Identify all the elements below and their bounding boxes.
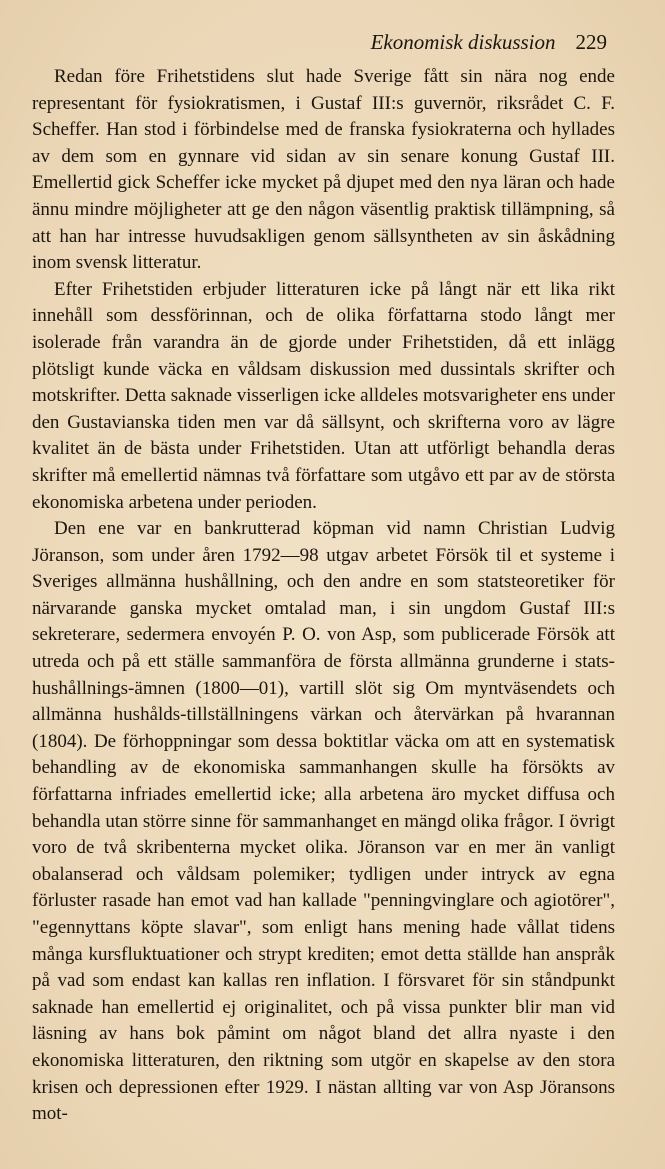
paragraph-1: Redan före Frihetstidens slut hade Sverige fått sin nära nog ende representant för fysiokratismen, i Gustaf III:s guvernör, riksrådet C. F. Scheffer. Han stod i förbindelse med de franska fysiokraterna och hyllades av dem som en gynnare vid sidan av sin senare konung Gustaf III. Emellertid gick Scheffer icke mycket på djupet med den nya läran och hade ännu mindre möjligheter att ge den någon väsentlig praktisk tillämpning, så att han har intresse huvudsakligen genom sällsyntheten av sin åskådning inom svensk litteratur. <box>32 66 615 274</box>
paragraph-2: Efter Frihetstiden erbjuder litteraturen icke på långt när ett lika rikt innehåll som dessförinnan, och de olika författarna stodo långt mer isolerade från varandra än de gjorde under Frihetstiden, då ett inlägg plötsligt kunde väcka en våldsam diskussion med dussintals skrifter och motskrifter. Detta saknade visserligen icke alldeles motsvarigheter ens under den Gustavianska tiden men var då sällsynt, och skrifterna voro av lägre kvalitet än de bästa under Frihetstiden. Utan att utförligt behandla deras skrifter må emellertid nämnas två författare som utgåvo ett par av de största ekonomiska arbetena under perioden. <box>32 278 616 513</box>
paragraph-3: Den ene var en bankrutterad köpman vid namn Christian Ludvig Jöranson, som under åren 1792—98 utgav arbetet Försök til et systeme i Sveriges allmänna hushållning, och den andre en som statsteoretiker för närvarande ganska mycket omtalad man, i sin ungdom Gustaf III:s sekreterare, sedermera envoyén P. O. von Asp, som publicerade Försök att utreda och på ett ställe sammanföra de första allmänna grunderne i stats-hushållnings-ämnen (1800—01), vartill slöt sig Om myntväsendets och allmänna hushålds-tillställningens värkan och återvärkan på hvarannan (1804). De förhoppningar som dessa boktitlar väcka om att en systematisk behandling av de ekonomiska sammanhangen skulle ha försökts av författarna infriades emellertid icke; alla arbetena äro mycket diffusa och behandla utan större sinne för sammanhanget en mängd olika frågor. I övrigt voro de två skribenterna mycket olika. Jöranson var en mer än vanligt obalanserad och våldsam polemiker; tydligen under intryck av egna förluster rasade han emot vad han kallade "penningvinglare och agiotörer", "egennyttans köpte slavar", som enligt hans mening hade vållat tidens många kursfluktuationer och strypt krediten; emot detta ställde han anspråk på vad som endast kan kallas ren inflation. I försvaret för sin ståndpunkt saknade han emellertid ej originalitet, och på vissa punkter blir man vid läsning av hans bok påmint om något bland det allra nyaste i den ekonomiska litteraturen, den riktning som utgör en skapelse av den stora krisen och depressionen efter 1929. I nästan allting var von Asp Jöransons mot- <box>32 518 615 1125</box>
page-number: 229 <box>575 30 607 54</box>
running-head-title: Ekonomisk diskussion <box>370 30 556 54</box>
running-head <box>32 30 615 64</box>
body-text <box>32 64 615 1128</box>
